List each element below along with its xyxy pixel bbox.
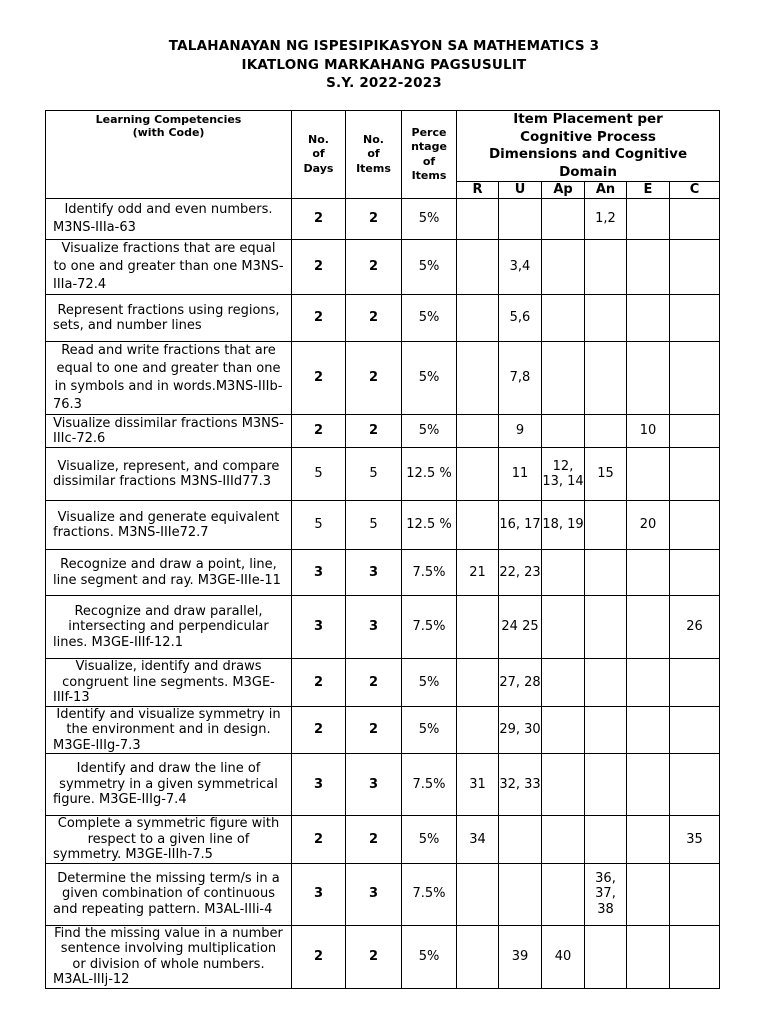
c-cell (670, 925, 720, 988)
ap-cell (542, 754, 585, 816)
e-cell (627, 448, 670, 501)
ap-cell (542, 659, 585, 707)
r-cell (457, 501, 499, 550)
items-cell: 2 (346, 415, 402, 448)
c-cell: 26 (670, 596, 720, 659)
e-cell (627, 240, 670, 295)
header-dimension-e: E (627, 182, 670, 199)
table-row (46, 240, 720, 295)
table-row (46, 550, 720, 596)
table-row (46, 754, 720, 816)
competency-cell: Determine the missing term/s in a given combination of continuous and repeating pattern. M3AL-IIIi-4 (46, 863, 292, 925)
r-cell (457, 199, 499, 240)
an-cell: 1,2 (585, 199, 627, 240)
an-cell (585, 925, 627, 988)
table-row (46, 415, 720, 448)
percentage-cell: 5% (402, 295, 457, 342)
items-cell: 2 (346, 659, 402, 707)
r-cell: 34 (457, 816, 499, 864)
u-cell: 22, 23 (499, 550, 542, 596)
items-cell: 5 (346, 448, 402, 501)
c-cell (670, 501, 720, 550)
r-cell (457, 415, 499, 448)
table-row (46, 448, 720, 501)
days-cell: 5 (292, 501, 346, 550)
u-cell: 5,6 (499, 295, 542, 342)
an-cell (585, 295, 627, 342)
r-cell: 31 (457, 754, 499, 816)
percentage-cell: 12.5 % (402, 448, 457, 501)
percentage-cell: 5% (402, 342, 457, 415)
an-cell: 36, 37, 38 (585, 863, 627, 925)
r-cell: 21 (457, 550, 499, 596)
ap-cell (542, 550, 585, 596)
u-cell: 11 (499, 448, 542, 501)
an-cell: 15 (585, 448, 627, 501)
u-cell (499, 199, 542, 240)
an-cell (585, 754, 627, 816)
header-subtitle: IKATLONG MARKAHANG PAGSUSULIT (241, 56, 527, 73)
days-cell: 3 (292, 754, 346, 816)
percentage-cell: 5% (402, 659, 457, 707)
competency-cell: Read and write fractions that are equal to one and greater than one in symbols and in words.M3NS-IIIb-76.3 (46, 342, 292, 415)
ap-cell (542, 863, 585, 925)
c-cell (670, 415, 720, 448)
c-cell (670, 295, 720, 342)
c-cell (670, 240, 720, 295)
u-cell: 27, 28 (499, 659, 542, 707)
r-cell (457, 706, 499, 754)
competency-cell: Complete a symmetric figure with respect to a given line of symmetry. M3GE-IIIh-7.5 (46, 816, 292, 864)
e-cell (627, 706, 670, 754)
ap-cell (542, 596, 585, 659)
u-cell (499, 816, 542, 864)
ap-cell (542, 816, 585, 864)
an-cell (585, 706, 627, 754)
u-cell (499, 863, 542, 925)
r-cell (457, 342, 499, 415)
document-header (0, 37, 768, 93)
items-cell: 2 (346, 925, 402, 988)
e-cell (627, 659, 670, 707)
e-cell (627, 754, 670, 816)
header-dimension-ap: Ap (542, 182, 585, 199)
an-cell (585, 240, 627, 295)
e-cell (627, 199, 670, 240)
competency-cell: Identify odd and even numbers. M3NS-IIIa-63 (46, 199, 292, 240)
items-cell: 3 (346, 550, 402, 596)
ap-cell (542, 240, 585, 295)
table-row (46, 816, 720, 864)
ap-cell (542, 415, 585, 448)
days-cell: 2 (292, 925, 346, 988)
percentage-cell: 5% (402, 925, 457, 988)
competency-cell: Find the missing value in a number sentence involving multiplication or division of whole numbers. M3AL-IIIj-12 (46, 925, 292, 988)
header-dimension-an: An (585, 182, 627, 199)
r-cell (457, 863, 499, 925)
competency-cell: Identify and draw the line of symmetry in a given symmetrical figure. M3GE-IIIg-7.4 (46, 754, 292, 816)
e-cell (627, 596, 670, 659)
header-item-placement: Item Placement per Cognitive Process Dimensions and Cognitive Domain (457, 111, 720, 182)
ap-cell (542, 706, 585, 754)
c-cell: 35 (670, 816, 720, 864)
table-row (46, 706, 720, 754)
c-cell (670, 706, 720, 754)
e-cell: 10 (627, 415, 670, 448)
competency-cell: Visualize, identify and draws congruent line segments. M3GE-IIIf-13 (46, 659, 292, 707)
items-cell: 2 (346, 706, 402, 754)
u-cell: 32, 33 (499, 754, 542, 816)
an-cell (585, 596, 627, 659)
c-cell (670, 342, 720, 415)
days-cell: 2 (292, 342, 346, 415)
table-row (46, 342, 720, 415)
ap-cell (542, 295, 585, 342)
days-cell: 2 (292, 816, 346, 864)
percentage-cell: 12.5 % (402, 501, 457, 550)
r-cell (457, 295, 499, 342)
table-row (46, 501, 720, 550)
days-cell: 2 (292, 706, 346, 754)
c-cell (670, 754, 720, 816)
header-school-year: S.Y. 2022-2023 (326, 75, 442, 91)
header-dimension-c: C (670, 182, 720, 199)
header-no-of-items: No. of Items (346, 111, 402, 199)
days-cell: 2 (292, 659, 346, 707)
header-title: TALAHANAYAN NG ISPESIPIKASYON SA MATHEMATICS 3 (168, 38, 600, 54)
table-body (46, 199, 720, 989)
percentage-cell: 7.5% (402, 550, 457, 596)
table-row (46, 295, 720, 342)
r-cell (457, 240, 499, 295)
e-cell: 20 (627, 501, 670, 550)
c-cell (670, 448, 720, 501)
percentage-cell: 7.5% (402, 863, 457, 925)
u-cell: 16, 17 (499, 501, 542, 550)
percentage-cell: 5% (402, 415, 457, 448)
e-cell (627, 550, 670, 596)
ap-cell (542, 199, 585, 240)
e-cell (627, 863, 670, 925)
c-cell (670, 550, 720, 596)
header-percentage-of-items: Perce ntage of Items (402, 111, 457, 199)
an-cell (585, 501, 627, 550)
items-cell: 3 (346, 863, 402, 925)
u-cell: 3,4 (499, 240, 542, 295)
r-cell (457, 659, 499, 707)
days-cell: 2 (292, 295, 346, 342)
items-cell: 2 (346, 199, 402, 240)
an-cell (585, 550, 627, 596)
percentage-cell: 5% (402, 706, 457, 754)
ap-cell: 18, 19 (542, 501, 585, 550)
an-cell (585, 659, 627, 707)
u-cell: 9 (499, 415, 542, 448)
days-cell: 2 (292, 415, 346, 448)
r-cell (457, 925, 499, 988)
days-cell: 3 (292, 550, 346, 596)
percentage-cell: 5% (402, 240, 457, 295)
competency-cell: Visualize fractions that are equal to one and greater than one M3NS-IIIa-72.4 (46, 240, 292, 295)
competency-cell: Visualize and generate equivalent fractions. M3NS-IIIe72.7 (46, 501, 292, 550)
days-cell: 2 (292, 199, 346, 240)
ap-cell: 12, 13, 14 (542, 448, 585, 501)
percentage-cell: 5% (402, 816, 457, 864)
competency-cell: Recognize and draw parallel, intersecting and perpendicular lines. M3GE-IIIf-12.1 (46, 596, 292, 659)
table-row (46, 863, 720, 925)
u-cell: 29, 30 (499, 706, 542, 754)
days-cell: 3 (292, 596, 346, 659)
u-cell: 39 (499, 925, 542, 988)
e-cell (627, 925, 670, 988)
days-cell: 3 (292, 863, 346, 925)
table-row (46, 659, 720, 707)
u-cell: 24 25 (499, 596, 542, 659)
an-cell (585, 415, 627, 448)
header-dimension-r: R (457, 182, 499, 199)
r-cell (457, 448, 499, 501)
ap-cell: 40 (542, 925, 585, 988)
u-cell: 7,8 (499, 342, 542, 415)
items-cell: 2 (346, 240, 402, 295)
ap-cell (542, 342, 585, 415)
items-cell: 5 (346, 501, 402, 550)
items-cell: 2 (346, 342, 402, 415)
header-learning-competencies: Learning Competencies (with Code) (46, 111, 292, 199)
c-cell (670, 863, 720, 925)
an-cell (585, 342, 627, 415)
r-cell (457, 596, 499, 659)
an-cell (585, 816, 627, 864)
header-dimension-u: U (499, 182, 542, 199)
days-cell: 5 (292, 448, 346, 501)
table-header (46, 111, 720, 199)
competency-cell: Represent fractions using regions, sets, and number lines (46, 295, 292, 342)
competency-cell: Identify and visualize symmetry in the environment and in design. M3GE-IIIg-7.3 (46, 706, 292, 754)
table-of-specifications (45, 110, 720, 989)
items-cell: 3 (346, 754, 402, 816)
c-cell (670, 199, 720, 240)
competency-cell: Recognize and draw a point, line, line segment and ray. M3GE-IIIe-11 (46, 550, 292, 596)
table-row (46, 596, 720, 659)
table-row (46, 925, 720, 988)
percentage-cell: 7.5% (402, 754, 457, 816)
table-row (46, 199, 720, 240)
competency-cell: Visualize dissimilar fractions M3NS-IIIc-72.6 (46, 415, 292, 448)
items-cell: 3 (346, 596, 402, 659)
header-no-of-days: No. of Days (292, 111, 346, 199)
percentage-cell: 5% (402, 199, 457, 240)
items-cell: 2 (346, 295, 402, 342)
e-cell (627, 816, 670, 864)
days-cell: 2 (292, 240, 346, 295)
competency-cell: Visualize, represent, and compare dissimilar fractions M3NS-IIId77.3 (46, 448, 292, 501)
e-cell (627, 295, 670, 342)
e-cell (627, 342, 670, 415)
percentage-cell: 7.5% (402, 596, 457, 659)
items-cell: 2 (346, 816, 402, 864)
c-cell (670, 659, 720, 707)
